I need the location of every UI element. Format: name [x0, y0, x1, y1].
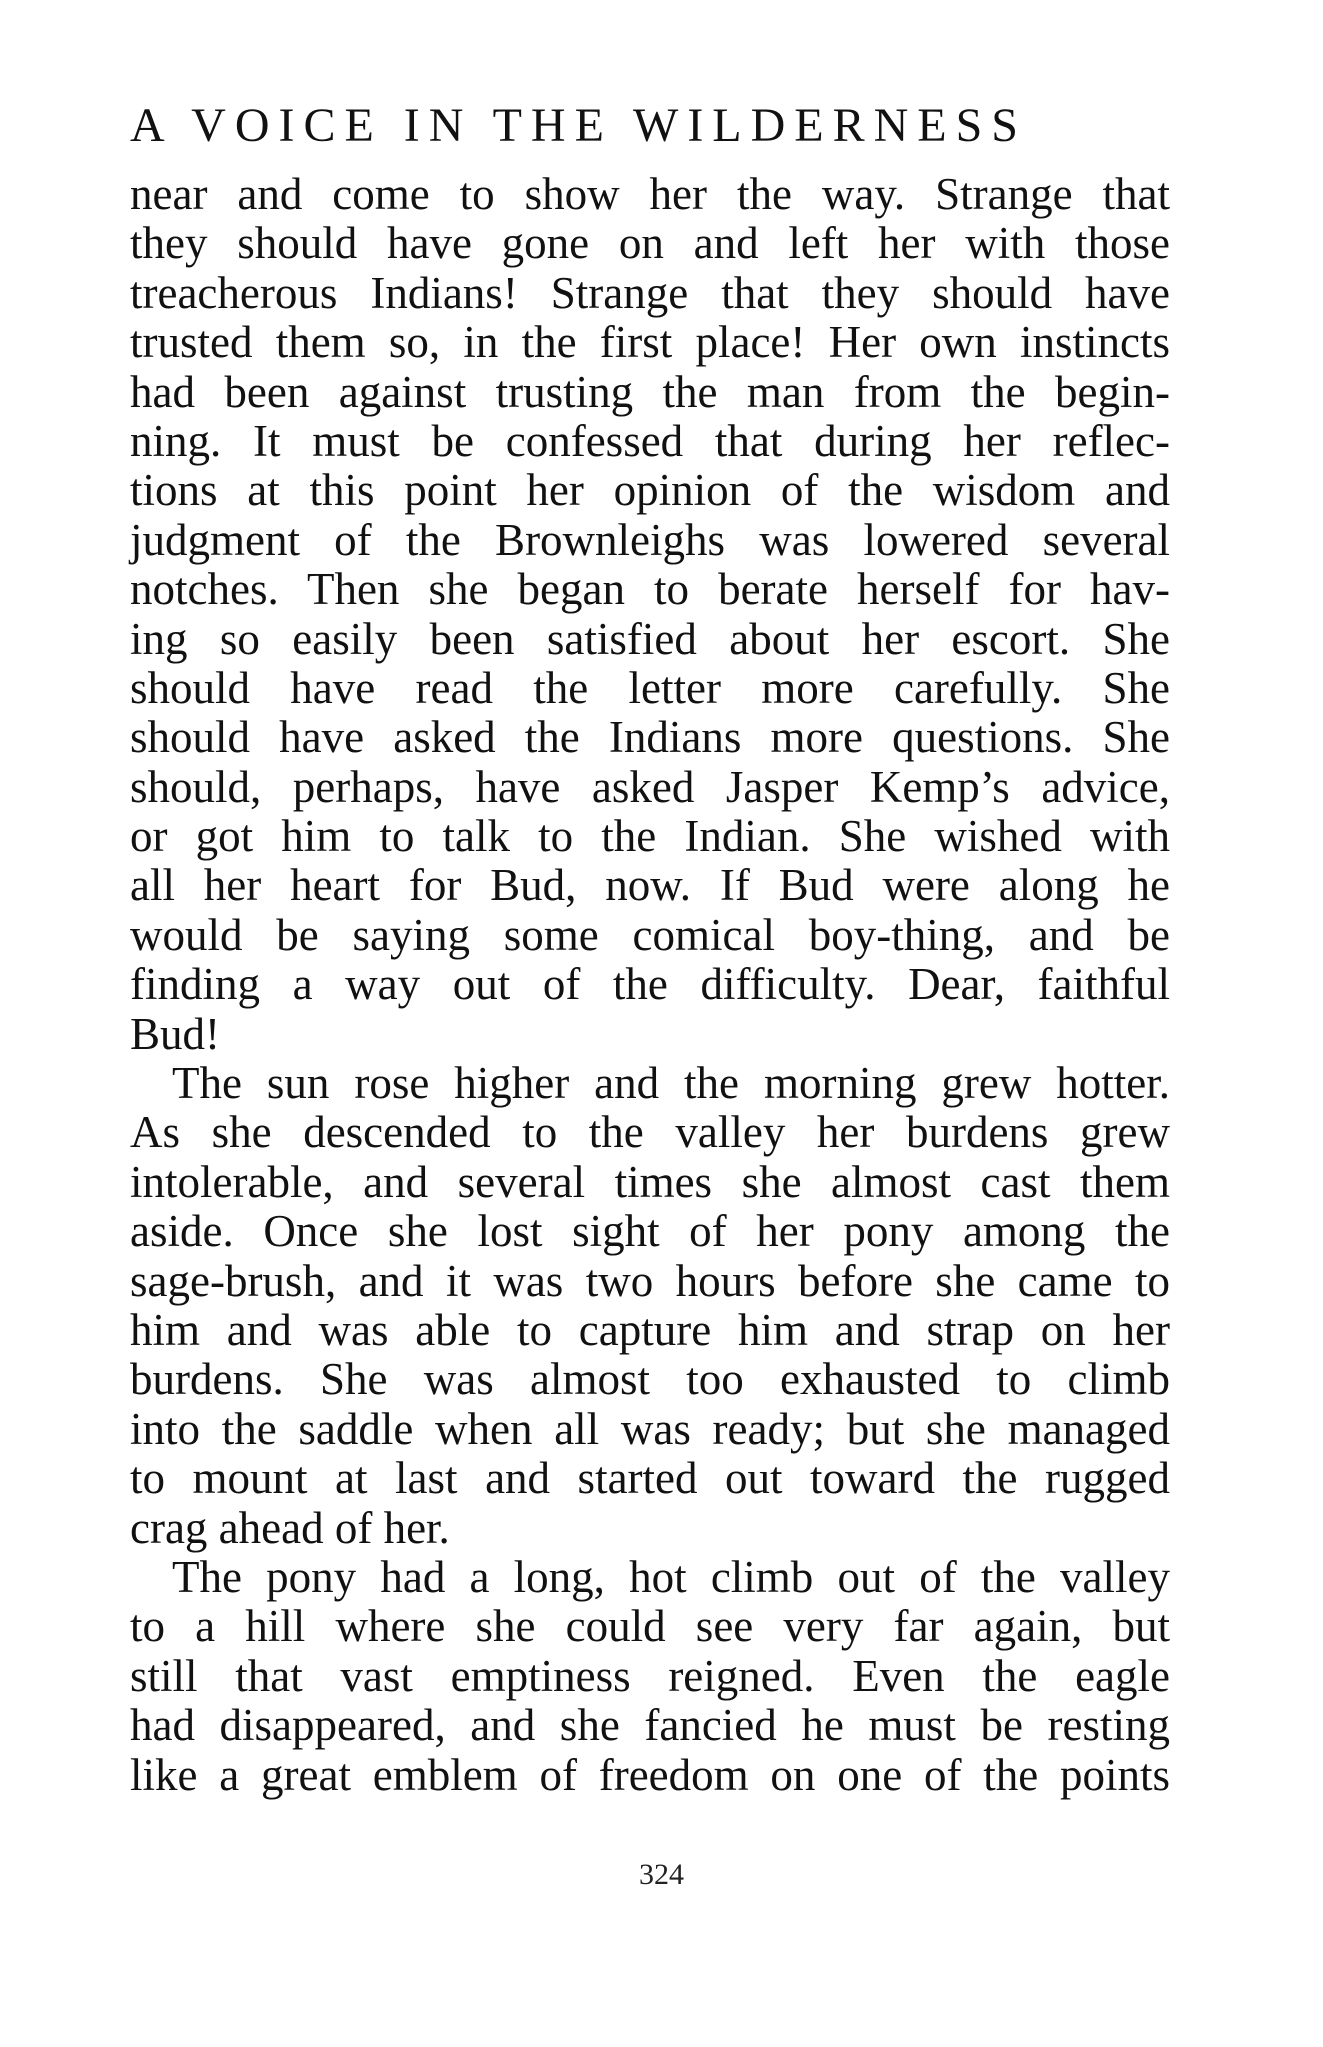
text-line: near and come to show her the way. Strange that: [130, 169, 1170, 219]
text-line: judgment of the Brownleighs was lowered several: [130, 514, 1170, 565]
text-line: The pony had a long, hot climb out of the valley: [172, 1551, 1170, 1602]
text-line: ning. It must be confessed that during her reflec-: [130, 415, 1170, 466]
text-line: trusted them so, in the first place! Her own instincts: [130, 317, 1170, 368]
text-line: all her heart for Bud, now. If Bud were along he: [130, 860, 1170, 911]
text-line: crag ahead of her.: [130, 1502, 450, 1553]
text-line: should have asked the Indians more questions. She: [130, 712, 1170, 763]
text-line: The sun rose higher and the morning grew hotter.: [172, 1058, 1170, 1109]
text-line: finding a way out of the difficulty. Dear, faithful: [130, 959, 1170, 1010]
text-line: should have read the letter more carefully. She: [130, 662, 1170, 713]
text-line: should, perhaps, have asked Jasper Kemp’s advice,: [130, 761, 1170, 812]
text-line: burdens. She was almost too exhausted to climb: [130, 1354, 1170, 1405]
text-line: notches. Then she began to berate herself for hav-: [130, 564, 1170, 615]
text-line: had disappeared, and she fancied he must be resting: [130, 1700, 1170, 1751]
text-line: tions at this point her opinion of the wisdom and: [130, 465, 1170, 516]
text-line: to mount at last and started out toward the rugged: [130, 1453, 1170, 1504]
text-line: would be saying some comical boy-thing, and be: [130, 909, 1170, 960]
running-head-title: A VOICE IN THE WILDERNESS: [130, 99, 1027, 152]
text-line: had been against trusting the man from the begin-: [130, 366, 1170, 417]
text-line: into the saddle when all was ready; but she managed: [130, 1403, 1170, 1454]
text-line: like a great emblem of freedom on one of the points: [130, 1749, 1170, 1800]
text-line: As she descended to the valley her burdens grew: [130, 1107, 1170, 1158]
text-line: to a hill where she could see very far again, but: [130, 1601, 1170, 1652]
text-line: aside. Once she lost sight of her pony among the: [130, 1206, 1170, 1257]
text-line: him and was able to capture him and strap on her: [130, 1304, 1170, 1355]
text-line: they should have gone on and left her with those: [130, 218, 1170, 269]
text-line: or got him to talk to the Indian. She wished with: [130, 811, 1170, 862]
text-line: ing so easily been satisfied about her escort. She: [130, 613, 1170, 664]
text-line: sage-brush, and it was two hours before she came to: [130, 1255, 1170, 1306]
text-line: Bud!: [130, 1008, 220, 1059]
text-line: treacherous Indians! Strange that they should have: [130, 267, 1170, 318]
text-line: still that vast emptiness reigned. Even the eagle: [130, 1650, 1170, 1701]
page-number: 324: [639, 1858, 684, 1891]
text-line: intolerable, and several times she almost cast them: [130, 1156, 1170, 1207]
body-text: [130, 170, 1170, 1800]
